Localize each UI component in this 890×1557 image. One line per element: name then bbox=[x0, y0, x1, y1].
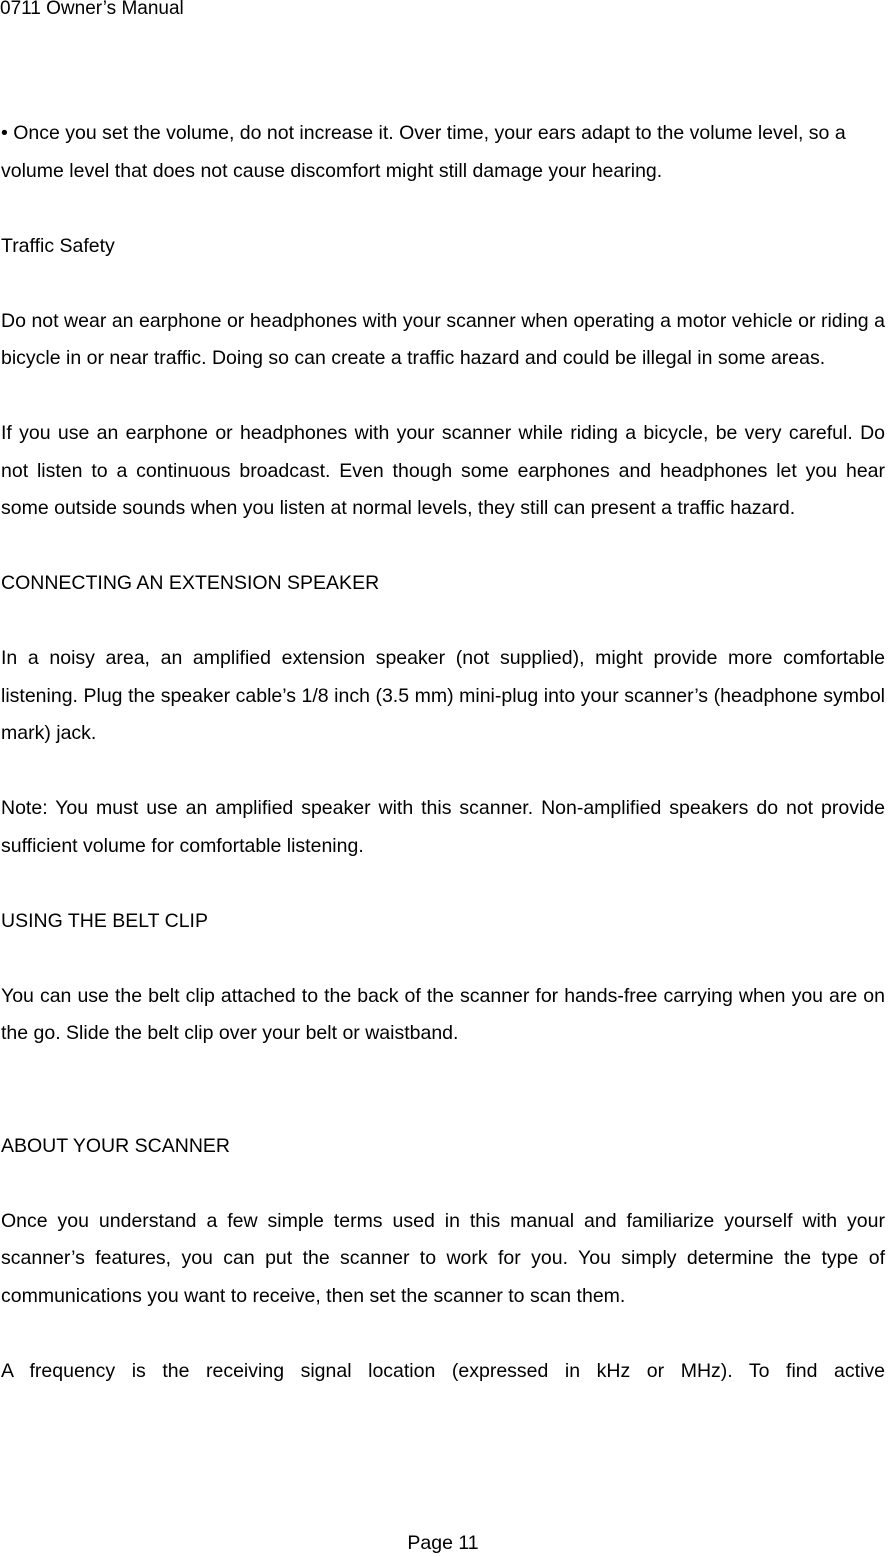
traffic-safety-heading: Traffic Safety bbox=[1, 234, 115, 257]
paragraph-spacer bbox=[1, 528, 885, 566]
about-scanner-heading: ABOUT YOUR SCANNER bbox=[1, 1134, 230, 1157]
paragraph-spacer bbox=[1, 1053, 885, 1091]
extension-speaker-note: Note: You must use an amplified speaker with this scanner. Non-amplified speakers do not provide sufficient volume for comfortable listening. bbox=[1, 797, 885, 857]
traffic-safety-paragraph-1: Do not wear an earphone or headphones with your scanner when operating a motor vehicle or riding a bicycle in or near traffic. Doing so can create a traffic hazard and could be illegal in some areas. bbox=[1, 309, 885, 369]
paragraph-spacer bbox=[1, 265, 885, 303]
paragraph-spacer bbox=[1, 865, 885, 903]
belt-clip-heading: USING THE BELT CLIP bbox=[1, 909, 208, 932]
paragraph-spacer bbox=[1, 753, 885, 791]
paragraph-spacer bbox=[1, 378, 885, 416]
extension-speaker-heading: CONNECTING AN EXTENSION SPEAKER bbox=[1, 572, 380, 594]
paragraph-spacer bbox=[1, 1090, 885, 1128]
belt-clip-paragraph: You can use the belt clip attached to the back of the scanner for hands-free carrying when you are on the go. Slide the belt clip over your belt or waistband. bbox=[1, 984, 885, 1044]
paragraph-spacer bbox=[1, 190, 885, 228]
page-number: Page 11 bbox=[407, 1532, 479, 1554]
about-scanner-paragraph-1: Once you understand a few simple terms used in this manual and familiarize yourself with your scanner’s features, you can put the scanner to work for you. You simply determine the type of communications you want to receive, then set the scanner to scan them. bbox=[1, 1209, 885, 1307]
paragraph-spacer bbox=[1, 1315, 885, 1353]
paragraph-spacer bbox=[1, 940, 885, 978]
extension-speaker-paragraph: In a noisy area, an amplified extension speaker (not supplied), might provide more comfortable listening. Plug the speaker cable’s 1/8 inch (3.5 mm) mini-plug into your scanner’s (headphone symbol mark) jack. bbox=[1, 647, 885, 744]
paragraph-spacer bbox=[1, 1165, 885, 1203]
document-header: 0711 Owner’s Manual bbox=[0, 0, 184, 19]
about-scanner-paragraph-2: A frequency is the receiving signal location (expressed in kHz or MHz). To find active bbox=[1, 1359, 885, 1382]
paragraph-spacer bbox=[1, 603, 885, 641]
page-content bbox=[1, 115, 885, 1390]
volume-warning-paragraph: • Once you set the volume, do not increase it. Over time, your ears adapt to the volume level, so a volume level that does not cause discomfort might still damage your hearing. bbox=[1, 122, 846, 182]
traffic-safety-paragraph-2: If you use an earphone or headphones with your scanner while riding a bicycle, be very careful. Do not listen to a continuous broadcast. Even though some earphones and headphones let you hear some outside sounds when you listen at normal levels, they still can present a traffic hazard. bbox=[1, 422, 885, 519]
